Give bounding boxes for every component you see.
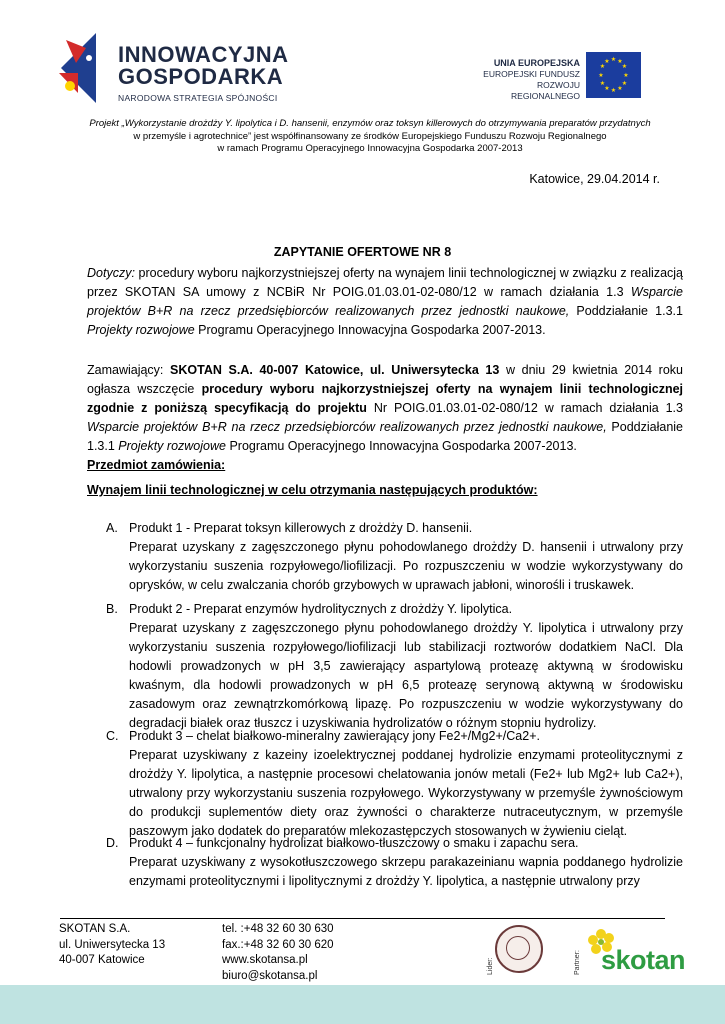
paragraph-dotyczy bbox=[87, 264, 683, 340]
item-title: Produkt 2 - Preparat enzymów hydrolitycznych z drożdży Y. lipolytica. bbox=[129, 602, 513, 616]
svg-text:★: ★ bbox=[621, 63, 628, 70]
p2-bold: SKOTAN S.A. 40-007 Katowice, ul. Uniwersytecka 13 bbox=[170, 363, 500, 377]
svg-text:★: ★ bbox=[604, 85, 610, 92]
item-letter: C. bbox=[106, 729, 119, 743]
footer-www[interactable]: www.skotansa.pl bbox=[222, 954, 308, 966]
document-heading: ZAPYTANIE OFERTOWE NR 8 bbox=[273, 245, 452, 259]
project-note-line1: Projekt „Wykorzystanie drożdży Y. lipolytica i D. hansenii, enzymów oraz toksyn killerowych do otrzymywania preparatów przydatnych bbox=[89, 118, 651, 129]
svg-text:★: ★ bbox=[598, 72, 604, 79]
eu-line1: UNIA EUROPEJSKA bbox=[493, 58, 580, 68]
item-letter: D. bbox=[106, 836, 119, 850]
ig-subtitle: NARODOWA STRATEGIA SPÓJNOŚCI bbox=[118, 93, 278, 103]
svg-text:★: ★ bbox=[621, 80, 628, 87]
item-description: Preparat uzyskiwany z wysokotłuszczowego skrzepu parakazeinianu wapnia poddanego hydrolizie enzymami proteolitycznymi i lipolitycznymi z drożdży Y. lipolytica, a następnie utrwalony przy bbox=[129, 855, 683, 888]
eu-line3: ROZWOJU REGIONALNEGO bbox=[511, 80, 580, 101]
svg-text:★: ★ bbox=[599, 80, 606, 87]
p1-label: Dotyczy: bbox=[87, 266, 135, 280]
p1-text: Programu Operacyjnego Innowacyjna Gospodarka 2007-2013. bbox=[194, 323, 546, 337]
p2-text: Poddziałanie 1.3.1 bbox=[87, 420, 683, 453]
footer-company: SKOTAN S.A. bbox=[59, 923, 131, 935]
lider-label: Lider: bbox=[487, 957, 494, 975]
document-date: Katowice, 29.04.2014 r. bbox=[529, 172, 660, 186]
eu-flag-icon bbox=[586, 52, 641, 98]
ig-title bbox=[118, 44, 289, 88]
p1-italic: Projekty rozwojowe bbox=[87, 323, 195, 337]
p1-text: Poddziałanie 1.3.1 bbox=[569, 304, 683, 318]
p2-italic: Wsparcie projektów B+R na rzecz przedsiębiorców realizowanych przez jednostki naukowe, bbox=[87, 420, 607, 434]
footer-contact bbox=[222, 922, 334, 984]
footer-city: 40-007 Katowice bbox=[59, 954, 145, 966]
project-note bbox=[70, 118, 670, 156]
footer-band bbox=[0, 985, 725, 1024]
item-title: Produkt 4 – funkcjonalny hydrolizat białkowo-tłuszczowy o smaku i zapachu sera. bbox=[129, 836, 579, 850]
p1-text: procedury wyboru najkorzystniejszej oferty na wynajem linii technologicznej w związku z realizacją przez SKOTAN SA umowy z NCBiR Nr POIG.01.03.01-02-080/12 w ramach działania 1.3 bbox=[87, 266, 683, 299]
item-letter: B. bbox=[106, 602, 118, 616]
svg-text:★: ★ bbox=[617, 85, 623, 92]
svg-text:★: ★ bbox=[604, 58, 610, 65]
svg-text:★: ★ bbox=[610, 87, 617, 94]
p2-text: w dniu 29 kwietnia 2014 roku ogłasza wszczęcie bbox=[87, 363, 683, 396]
p2-bold: procedury wyboru najkorzystniejszej oferty na wynajem linii technologicznej zgodnie z poniższą specyfikacją do projektu bbox=[87, 382, 683, 415]
p1-italic: Wsparcie projektów B+R na rzecz przedsiębiorców realizowanych przez jednostki naukowe, bbox=[87, 285, 683, 318]
eu-line2: EUROPEJSKI FUNDUSZ bbox=[483, 69, 580, 79]
p2-text: Programu Operacyjnego Innowacyjna Gospodarka 2007-2013. bbox=[225, 439, 577, 453]
item-description: Preparat uzyskany z zagęszczonego płynu pohodowlanego drożdży D. hansenii i utrwalony przy wykorzystaniu suszenia rozpyłowego/liofilizacji. Po rozpuszczeniu w wodzie wykorzystywany do oprysków, w celu zwalczania chorób grzybowych w uprawach jabłoni, winorośli i truskawek. bbox=[129, 540, 683, 592]
footer-street: ul. Uniwersytecka 13 bbox=[59, 938, 166, 951]
p2-text: Zamawiający: bbox=[87, 363, 171, 377]
svg-text:★: ★ bbox=[617, 58, 623, 65]
item-description: Preparat uzyskany z zagęszczonego płynu pohodowlanego drożdży Y. lipolytica i utrwalony przy wykorzystaniu suszenia rozpyłowego/liofilizacji lub stabilizacji roztworów dodatkiem NaCl. Dla hodowli prowadzonych w pH 3,5 zawierający aspartylową proteazę aktywną w środowisku kwaśnym, dla hodowli prowadzonych w pH 6,5 proteazę serynową aktywną w środowisku zasadowym oraz zewnątrzkomórkową lipazę. Po rozpuszczeniu w wodzie wykorzystywany do degradacji białek oraz tłuszcz i uzyskiwania hydrolizatów o różnym stopniu hydrolizy. bbox=[129, 621, 683, 730]
paragraph-zamawiajacy bbox=[87, 361, 683, 456]
project-note-line2: w przemyśle i agrotechnice” jest współfinansowany ze środków Europejskiego Funduszu Rozwoju Regionalnego bbox=[133, 130, 607, 142]
university-seal-inner bbox=[506, 936, 530, 960]
section-heading-przedmiot: Przedmiot zamówienia: bbox=[87, 458, 226, 472]
item-letter: A. bbox=[106, 521, 118, 535]
ig-title-line1: INNOWACYJNA bbox=[118, 42, 289, 67]
p2-italic: Projekty rozwojowe bbox=[118, 439, 226, 453]
partner-label: Partner: bbox=[574, 950, 581, 975]
project-note-line3: w ramach Programu Operacyjnego Innowacyjna Gospodarka 2007-2013 bbox=[217, 143, 523, 154]
item-description: Preparat uzyskiwany z kazeiny izoelektrycznej poddanej hydrolizie enzymami proteolitycznymi z drożdży Y. lipolytica, a następnie procesowi chelatowania jonów metali (Fe2+ lub Mg2+ lub Ca2+), utrwalony przy wykorzystaniu suszenia rozpyłowego. Wykorzystywany w przemyśle żywnościowym do produkcji suplementów diety oraz żywności o charakterze nutraceutycznym, w przemyśle paszowym jako dodatek do preparatów mlekozastępczych stosowanych w żywieniu cieląt. bbox=[129, 748, 683, 838]
footer-email[interactable]: biuro@skotansa.pl bbox=[222, 969, 318, 982]
item-title: Produkt 3 – chelat białkowo-mineralny zawierający jony Fe2+/Mg2+/Ca2+. bbox=[129, 729, 540, 743]
p2-text: Nr POIG.01.03.01-02-080/12 w ramach działania 1.3 bbox=[366, 401, 683, 415]
footer-divider bbox=[60, 918, 665, 919]
svg-text:★: ★ bbox=[610, 56, 617, 63]
footer-fax: fax.:+48 32 60 30 620 bbox=[222, 938, 334, 951]
item-title: Produkt 1 - Preparat toksyn killerowych z drożdży D. hansenii. bbox=[129, 521, 473, 535]
section-heading-wynajem: Wynajem linii technologicznej w celu otrzymania następujących produktów: bbox=[87, 483, 538, 497]
footer-tel: tel. :+48 32 60 30 630 bbox=[222, 923, 334, 935]
svg-text:★: ★ bbox=[599, 63, 606, 70]
ig-title-line2: GOSPODARKA bbox=[118, 64, 284, 89]
skotan-logo-text: skotan bbox=[601, 945, 686, 975]
footer-address bbox=[59, 922, 165, 969]
eu-text bbox=[470, 58, 580, 102]
svg-text:★: ★ bbox=[623, 72, 629, 79]
